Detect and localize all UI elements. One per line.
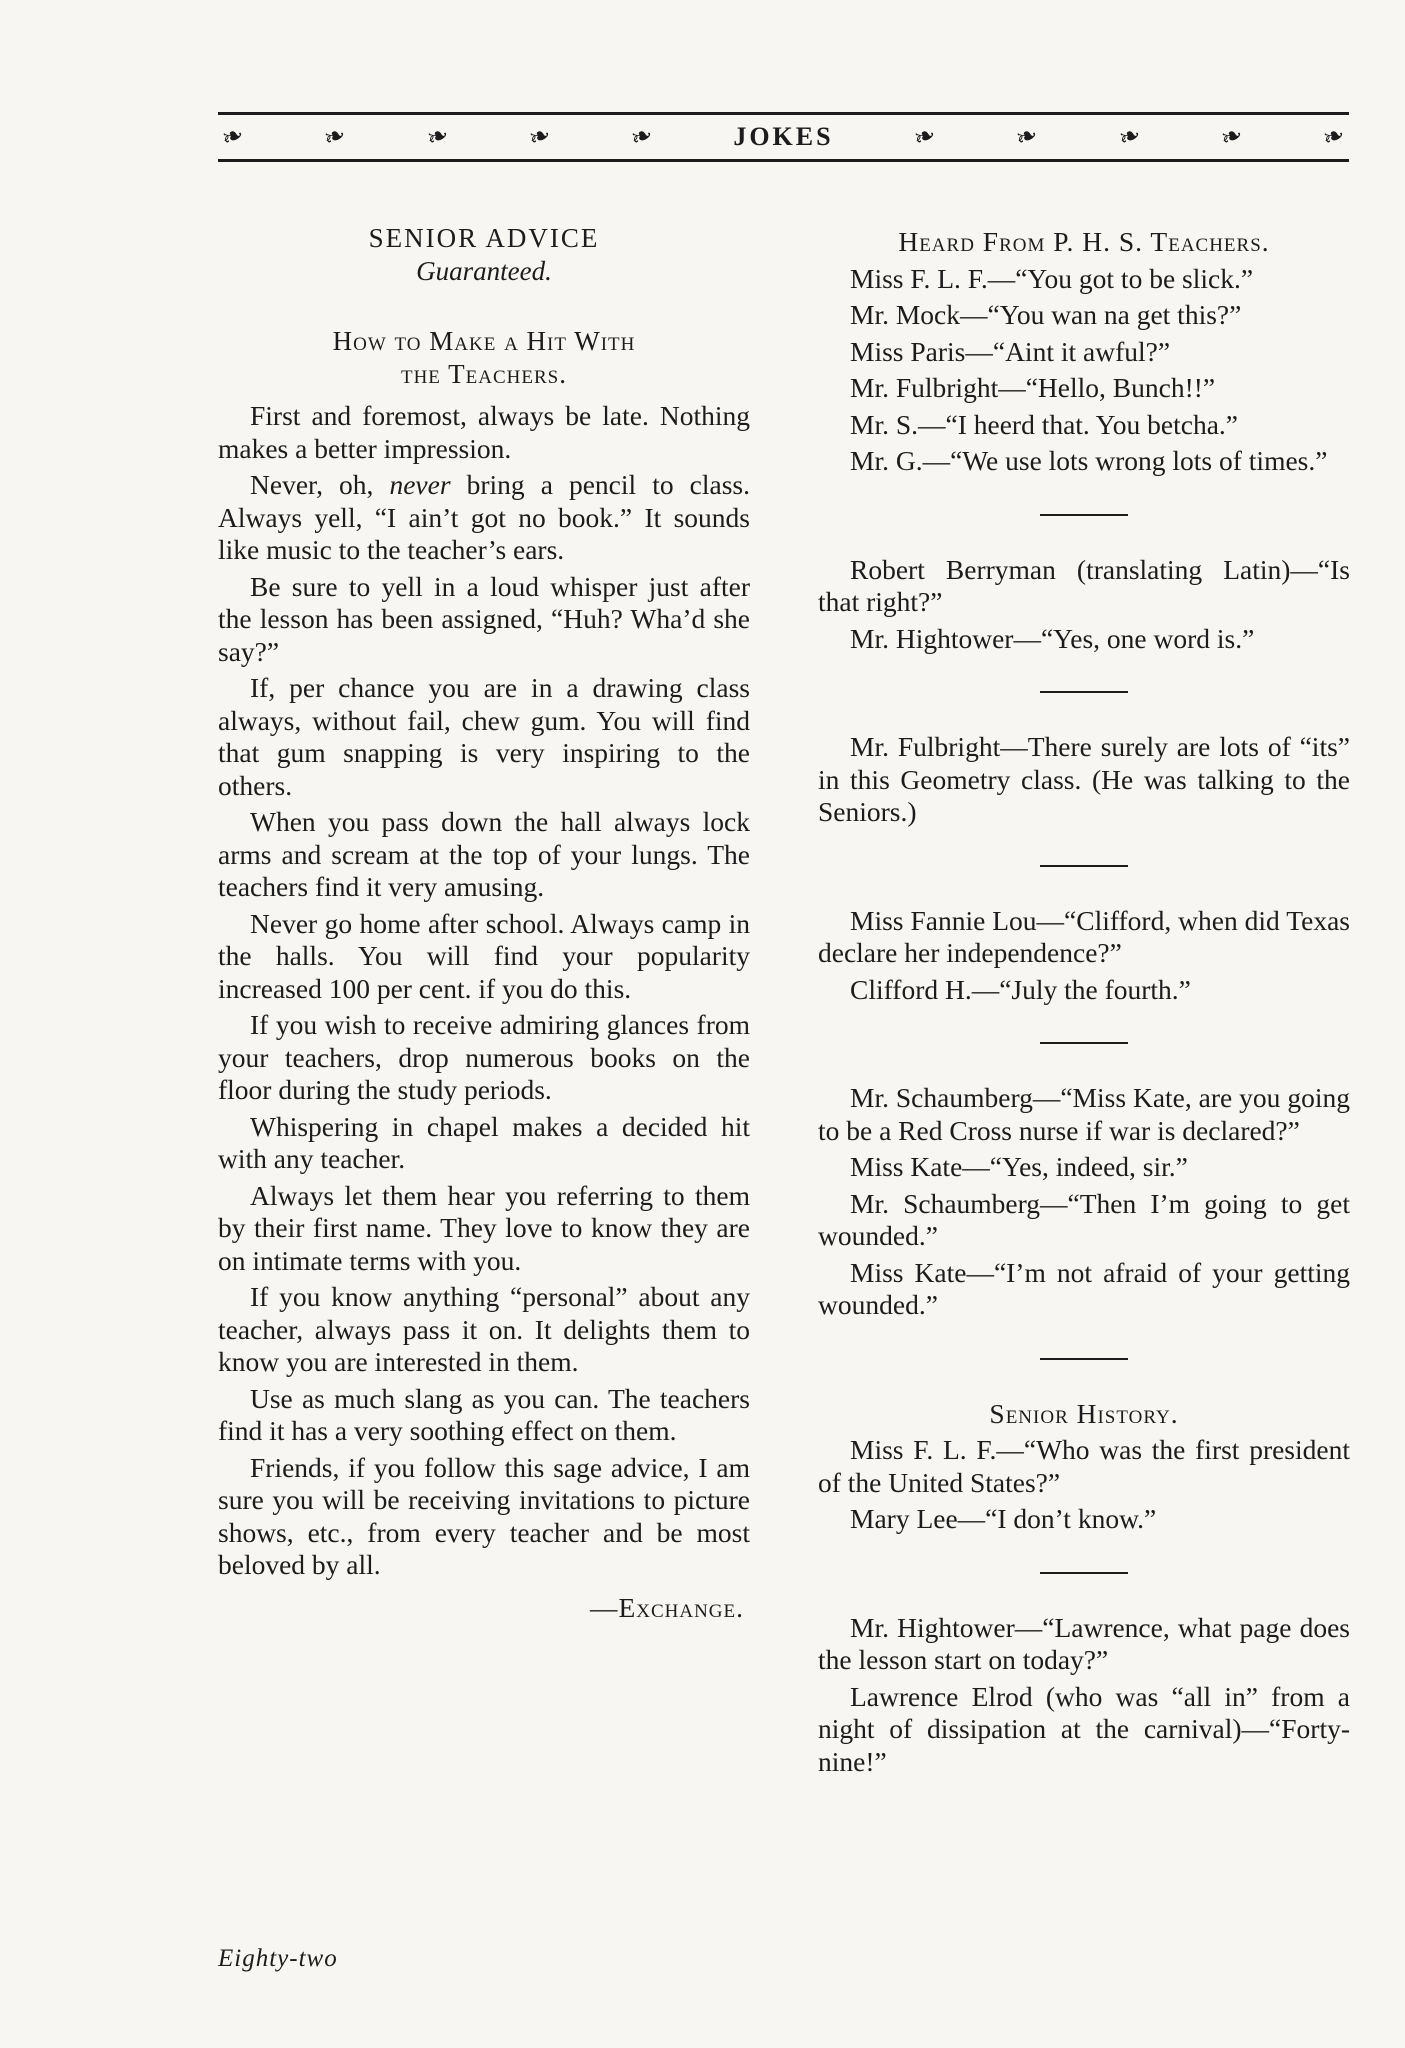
right-column	[818, 218, 1350, 1778]
fleuron-icon: ❧	[422, 119, 453, 154]
paragraph	[218, 469, 750, 567]
paragraph: If you know anything “personal” about any teacher, always pass it on. It delights them to know you are interested in them.	[218, 1281, 750, 1377]
joke-line: Mary Lee—“I don’t know.”	[850, 1503, 1157, 1534]
paragraph: Always let them hear you referring to them by their first name. They love to know they are on intimate terms with you.	[218, 1179, 750, 1276]
header-row	[218, 115, 1349, 159]
article-title: SENIOR ADVICE	[368, 223, 600, 253]
joke-line: Miss Paris—“Aint it awful?”	[850, 335, 1171, 367]
separator-rule	[1040, 865, 1128, 867]
header-bottom-rule	[218, 159, 1349, 162]
joke-line: Mr. G.—“We use lots wrong lots of times.”	[850, 445, 1328, 476]
paragraph: When you pass down the hall always lock arms and scream at the top of your lungs. The teachers find it very amusing.	[218, 806, 750, 902]
article-heading-line2: the Teachers.	[400, 358, 567, 389]
joke-line: Miss Fannie Lou—“Clifford, when did Texas declare her independence?”	[818, 904, 1350, 968]
joke-line: Mr. S.—“I heerd that. You betcha.”	[850, 408, 1238, 440]
fleuron-icon: ❧	[626, 119, 657, 154]
page-number: Eighty-two	[218, 1945, 338, 1972]
joke-line: Mr. Schaumberg—“Miss Kate, are you going to be a Red Cross nurse if war is declared?”	[818, 1082, 1350, 1146]
fleuron-icon: ❧	[524, 119, 555, 154]
fleuron-icon: ❧	[217, 119, 248, 154]
joke-line: Mr. Mock—“You wan na get this?”	[850, 299, 1242, 330]
separator-rule	[1040, 514, 1128, 516]
paragraph: Use as much slang as you can. The teachers find it has a very soothing effect on them.	[218, 1382, 750, 1446]
source-credit: —Exchange.	[589, 1591, 744, 1623]
emphasis-text: never	[389, 469, 451, 500]
separator-rule	[1040, 1042, 1128, 1044]
paragraph: If, per chance you are in a drawing class always, without fail, chew gum. You will find that gum snapping is very inspiring to the others.	[218, 672, 750, 801]
joke-line: Mr. Schaumberg—“Then I’m going to get wounded.”	[818, 1187, 1350, 1251]
separator-rule	[1040, 691, 1128, 693]
joke-line: Robert Berryman (translating Latin)—“Is that right?”	[818, 553, 1350, 617]
joke-line: Mr. Fulbright—“Hello, Bunch!!”	[850, 372, 1216, 403]
left-column	[218, 218, 750, 1624]
paragraph: Friends, if you follow this sage advice, I am sure you will be receiving invitations to picture shows, etc., from every teacher and be most beloved by all.	[218, 1451, 750, 1580]
section-title: JOKES	[733, 122, 834, 151]
article-subtitle: Guaranteed.	[416, 255, 552, 286]
paragraph: First and foremost, always be late. Nothing makes a better impression.	[218, 400, 750, 464]
paragraph: Never go home after school. Always camp in the halls. You will find your popularity increased 100 per cent. if you do this.	[218, 907, 750, 1004]
paragraph-text: Never, oh,	[250, 469, 390, 500]
paragraph: Be sure to yell in a loud whisper just after the lesson has been assigned, “Huh? Wha’d she say?”	[218, 570, 750, 667]
separator-rule	[1040, 1572, 1128, 1574]
fleuron-icon: ❧	[909, 119, 940, 154]
article-heading	[218, 325, 750, 390]
fleuron-icon: ❧	[1216, 119, 1247, 154]
paragraph: Whispering in chapel makes a decided hit with any teacher.	[218, 1110, 750, 1174]
section-heading: Heard From P. H. S. Teachers.	[898, 226, 1270, 257]
joke-line: Clifford H.—“July the fourth.”	[850, 973, 1191, 1005]
joke-line: Miss Kate—“Yes, indeed, sir.”	[850, 1151, 1188, 1182]
joke-line: Lawrence Elrod (who was “all in” from a night of dissipation at the carnival)—“Forty-nine!”	[818, 1680, 1350, 1777]
joke-line: Mr. Hightower—“Yes, one word is.”	[850, 622, 1255, 654]
joke-line: Miss F. L. F.—“You got to be slick.”	[850, 262, 1254, 294]
paragraph: If you wish to receive admiring glances from your teachers, drop numerous books on the floor during the study periods.	[218, 1009, 750, 1105]
fleuron-icon: ❧	[1318, 119, 1350, 154]
fleuron-icon: ❧	[1011, 119, 1043, 154]
joke-line: Miss Kate—“I’m not afraid of your getting wounded.”	[818, 1256, 1350, 1320]
joke-line: Mr. Fulbright—There surely are lots of “its” in this Geometry class. (He was talking to the Seniors.)	[818, 731, 1350, 827]
fleuron-icon: ❧	[1114, 119, 1145, 154]
page-header	[218, 112, 1349, 162]
paragraph-text: bring a pencil to class. Always yell, “I ain’t got no book.” It sounds like music to the teacher’s ears.	[218, 469, 751, 565]
article-heading-line1: How to Make a Hit With	[332, 326, 636, 356]
joke-line: Miss F. L. F.—“Who was the first president of the United States?”	[818, 1434, 1350, 1498]
fleuron-icon: ❧	[319, 119, 351, 154]
separator-rule	[1040, 1358, 1128, 1360]
section-heading: Senior History.	[989, 1397, 1179, 1429]
joke-line: Mr. Hightower—“Lawrence, what page does the lesson start on today?”	[818, 1611, 1350, 1675]
